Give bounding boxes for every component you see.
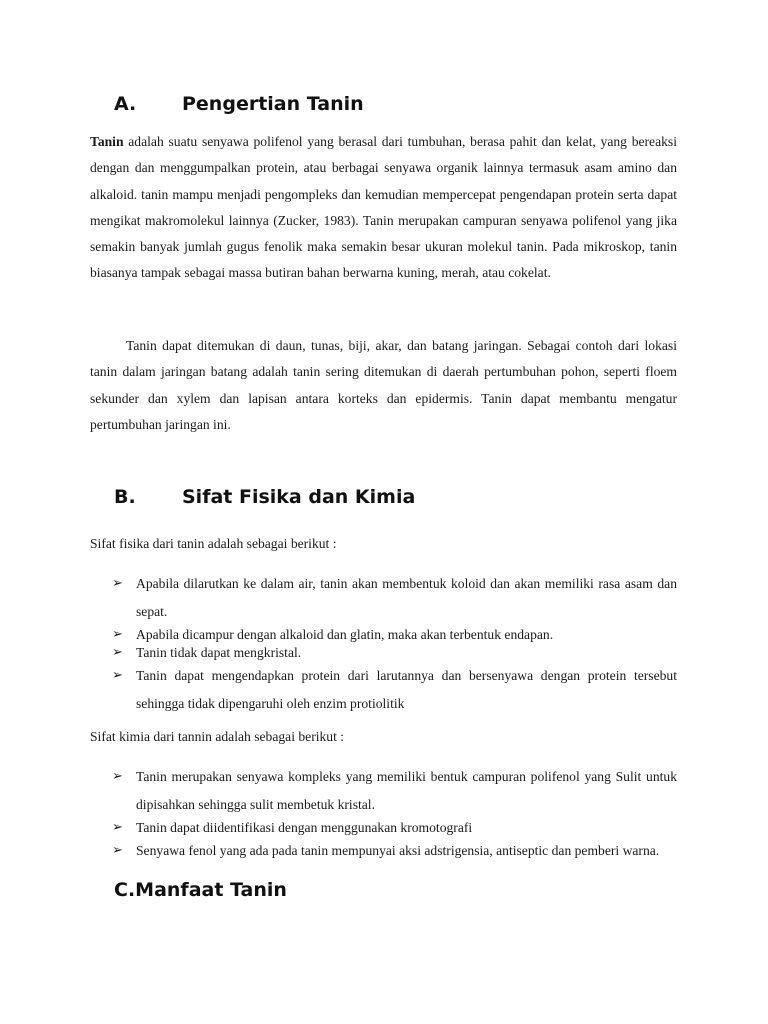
heading-title: Pengertian Tanin	[182, 93, 364, 115]
list-item: ➢ Tanin tidak dapat mengkristal.	[112, 645, 302, 660]
fisika-list	[112, 570, 677, 718]
heading-section-c	[114, 879, 287, 901]
arrow-bullet-icon: ➢	[112, 627, 123, 642]
heading-letter: B.	[114, 486, 136, 508]
heading-letter: C.	[114, 879, 136, 901]
heading-section-a	[114, 93, 364, 115]
term-tanin: Tanin	[90, 134, 124, 149]
list-item: ➢ Tanin dapat mengendapkan protein dari larutannya dan bersenyawa dengan protein tersebut sehingga tidak dipengaruhi oleh enzim protiolitik	[112, 662, 677, 718]
kimia-intro: Sifat kimia dari tannin adalah sebagai berikut :	[90, 729, 345, 744]
kimia-list	[112, 763, 677, 865]
heading-section-b	[114, 486, 415, 508]
heading-letter: A.	[114, 93, 137, 115]
list-item: ➢ Senyawa fenol yang ada pada tanin mempunyai aksi adstrigensia, antiseptic dan pemberi warna.	[112, 837, 677, 865]
heading-title: Sifat Fisika dan Kimia	[182, 486, 416, 508]
list-item: ➢ Apabila dilarutkan ke dalam air, tanin akan membentuk koloid dan akan memiliki rasa asam dan sepat.	[112, 570, 677, 626]
arrow-bullet-icon: ➢	[112, 769, 123, 784]
list-item: ➢ Apabila dicampur dengan alkaloid dan glatin, maka akan terbentuk endapan.	[112, 627, 554, 642]
arrow-bullet-icon: ➢	[112, 843, 123, 858]
list-item: ➢ Tanin merupakan senyawa kompleks yang memiliki bentuk campuran polifenol yang Sulit untuk dipisahkan sehingga sulit membetuk kristal.	[112, 763, 677, 819]
paragraph-location: Tanin dapat ditemukan di daun, tunas, biji, akar, dan batang jaringan. Sebagai contoh dari lokasi tanin dalam jaringan batang adalah tanin sering ditemukan di daerah pertumbuhan pohon, seperti floem sekunder dan xylem dan lapisan antara korteks dan epidermis. Tanin dapat membantu mengatur pertumbuhan jaringan ini.	[90, 338, 677, 432]
heading-title: Manfaat Tanin	[135, 879, 287, 901]
arrow-bullet-icon: ➢	[112, 576, 123, 591]
fisika-intro: Sifat fisika dari tanin adalah sebagai berikut :	[90, 536, 337, 551]
paragraph-definition-text: adalah suatu senyawa polifenol yang berasal dari tumbuhan, berasa pahit dan kelat, yang bereaksi dengan dan menggumpalkan protein, atau berbagai senyawa organik lainnya termasuk asam amino dan alkaloid. tanin mampu menjadi pengompleks dan kemudian mempercepat pengendapan protein serta dapat mengikat makromolekul lainnya (Zucker, 1983). Tanin merupakan campuran senyawa polifenol yang jika semakin banyak jumlah gugus fenolik maka semakin besar ukuran molekul tanin. Pada mikroskop, tanin biasanya tampak sebagai massa butiran bahan berwarna kuning, merah, atau cokelat.	[90, 134, 677, 281]
arrow-bullet-icon: ➢	[112, 645, 123, 660]
arrow-bullet-icon: ➢	[112, 820, 123, 835]
arrow-bullet-icon: ➢	[112, 668, 123, 683]
list-item: ➢ Tanin dapat diidentifikasi dengan menggunakan kromotografi	[112, 820, 473, 835]
paragraph-definition	[90, 129, 677, 287]
